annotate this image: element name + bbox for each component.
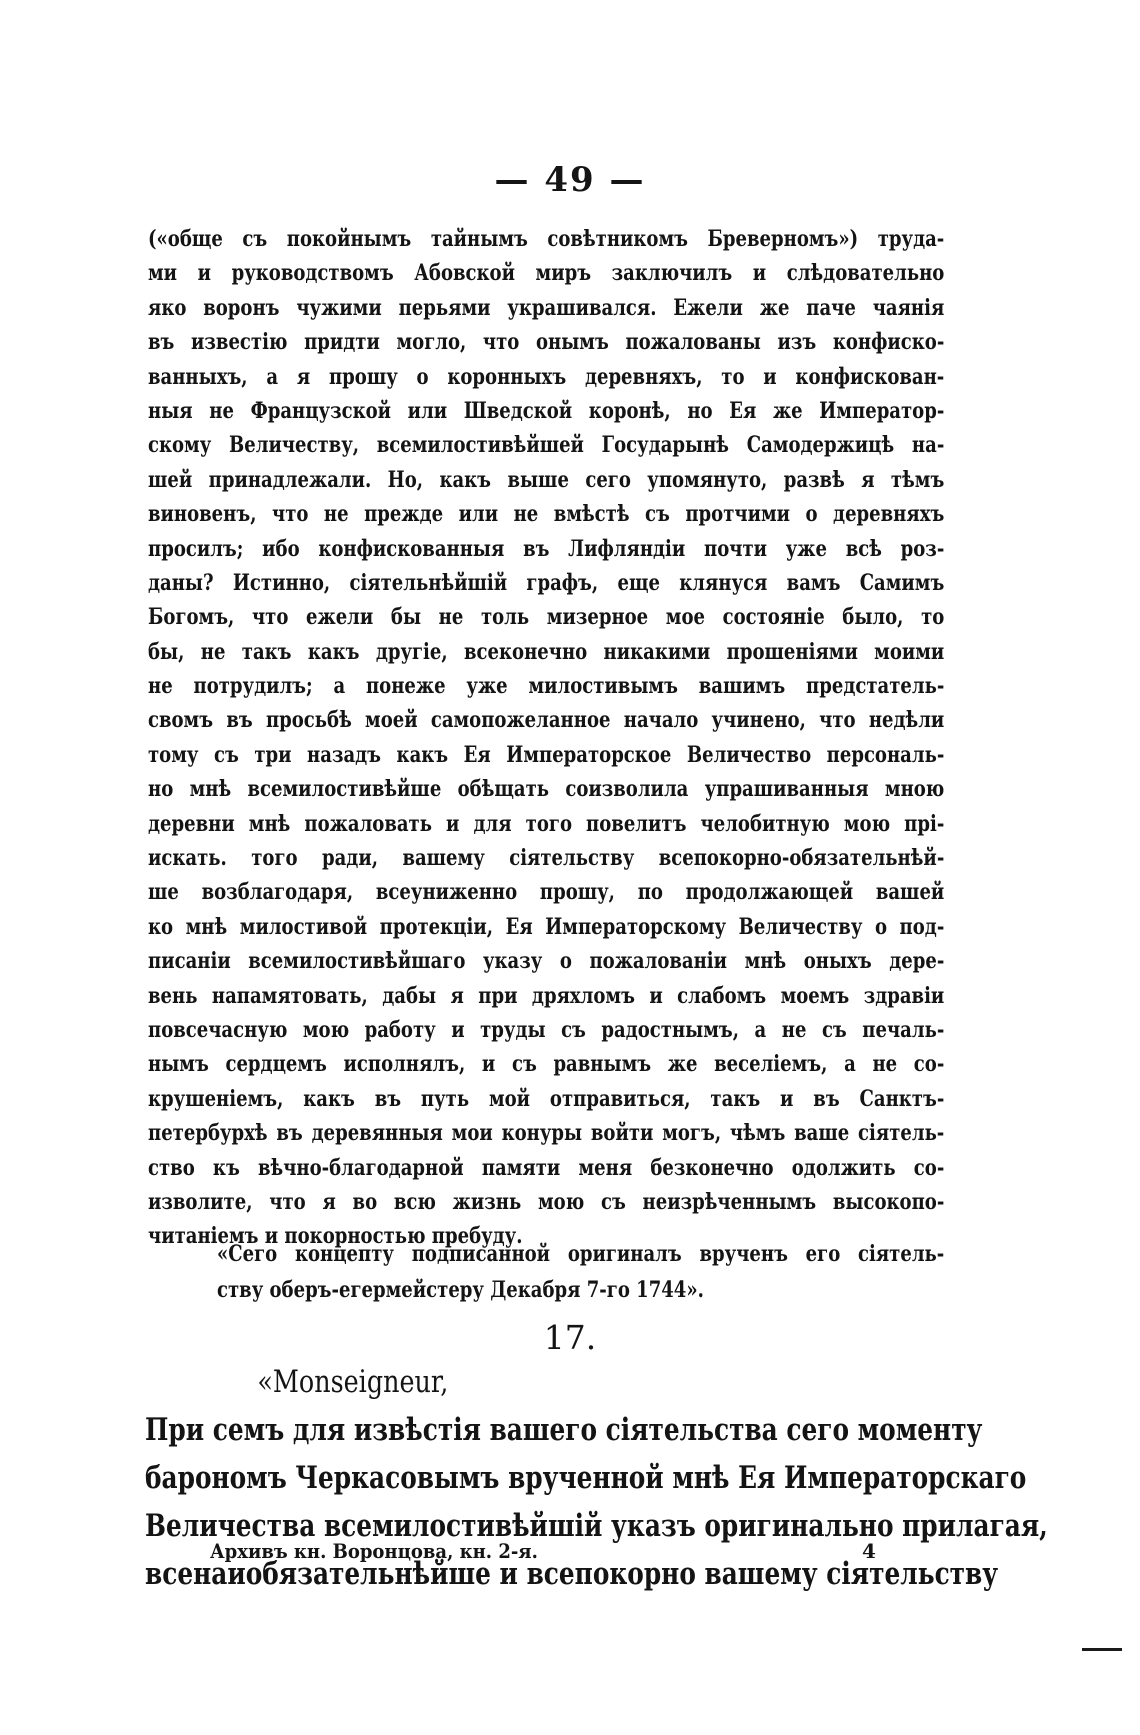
text-line: но мнѣ всемилостивѣйше обѣщать соизволила упрашиванныя мною [148,776,945,803]
text-line: крушеніемъ, какъ въ путь мой отправиться, такъ и въ Санктъ- [148,1085,945,1112]
text-line: всенаиобязательнѣйше и всепокорно вашему сіятельству [145,1556,999,1592]
text-line: шей принадлежали. Но, какъ выше сего упомянуто, развѣ я тѣмъ [148,466,945,493]
text-line: Богомъ, что ежели бы не толь мизерное мое состояніе было, то [148,604,945,631]
text-line: ко мнѣ милостивой протекціи, Ея Императорскому Величеству о под- [148,913,945,940]
text-line: ше возблагодаря, всеуниженно прошу, по продолжающей вашей [148,879,945,906]
text-line: («обще съ покойнымъ тайнымъ совѣтникомъ Бреверномъ») труда- [148,226,945,252]
text-line: ству оберъ-егермейстеру Декабря 7-го 1744». [217,1277,704,1303]
text-line: ство къ вѣчно-благодарной памяти меня безконечно одолжить со- [148,1154,945,1181]
text-line: При семъ для извѣстія вашего сіятельства сего моменту [145,1412,983,1448]
text-line: Величества всемилостивѣйшій указъ оригинально прилагая, [145,1508,1048,1544]
text-line: ныя не Французской или Шведской коронѣ, но Ея же Император- [148,397,945,424]
text-line: скому Величеству, всемилостивѣйшей Государынѣ Самодержицѣ на- [148,432,945,459]
signature-mark: 4 [862,1539,876,1563]
text-line: барономъ Черкасовымъ врученной мнѣ Ея Императорскаго [145,1460,1027,1496]
text-line: читаніемъ и покорностью пребуду. [148,1223,523,1250]
text-line: яко воронъ чужими перьями украшивался. Ежели же паче чаянія [148,294,945,321]
scan-margin-mark [1082,1648,1122,1651]
text-line: виновенъ, что не прежде или не вмѣстѣ съ протчими о деревняхъ [148,501,945,528]
text-line: петербурхѣ въ деревянныя мои конуры войти могъ, чѣмъ ваше сіятель- [148,1120,945,1147]
text-line: не потрудилъ; а понеже уже милостивымъ вашимъ предстатель- [148,673,945,700]
text-line: искать. того ради, вашему сіятельству всепокорно-обязательнѣй- [148,845,945,872]
text-line: деревни мнѣ пожаловать и для того повелитъ челобитную мою прі- [148,810,945,837]
page-footer [210,1534,890,1568]
text-line: повсечасную мою работу и труды съ радостнымъ, а не съ печаль- [148,1016,945,1043]
page-number: — 49 — [494,160,646,200]
text-line: въ известію придти могло, что онымъ пожалованы изъ конфиско- [148,329,945,356]
text-line: свомъ въ просьбѣ моей самопожеланное начало учинено, что недѣли [148,707,945,734]
text-line: вень напамятовать, дабы я при дряхломъ и слабомъ моемъ здравіи [148,982,945,1009]
section-number: 17. [543,1318,597,1357]
text-line: изволите, что я во всю жизнь мою съ неизрѣченнымъ высокопо- [148,1188,945,1215]
text-line: бы, не такъ какъ другіе, всеконечно никакими прошеніями моими [148,638,945,665]
footer-source: Архивъ кн. Воронцова, кн. 2-я. [210,1539,538,1563]
body-text [148,222,944,1254]
text-line: нымъ сердцемъ исполнялъ, и съ равнымъ же веселіемъ, а не со- [148,1051,945,1078]
text-line: «Сего концепту подписанной оригиналъ врученъ его сіятель- [217,1241,945,1267]
text-line: ми и руководствомъ Абовской миръ заключилъ и слѣдовательно [148,260,945,287]
text-line: даны? Истинно, сіятельнѣйшій графъ, еще клянуся вамъ Самимъ [148,569,945,596]
text-line: писаніи всемилостивѣйшаго указу о пожалованіи мнѣ оныхъ дере- [148,948,945,975]
letter-salutation: «Monseigneur, [257,1364,449,1400]
archival-note [217,1236,944,1308]
text-line: тому съ три назадъ какъ Ея Императорское Величество персональ- [148,741,945,768]
text-line: ванныхъ, а я прошу о коронныхъ деревняхъ, то и конфискован- [148,363,945,390]
text-line: просилъ; ибо конфискованныя въ Лифляндіи почти уже всѣ роз- [148,535,945,562]
